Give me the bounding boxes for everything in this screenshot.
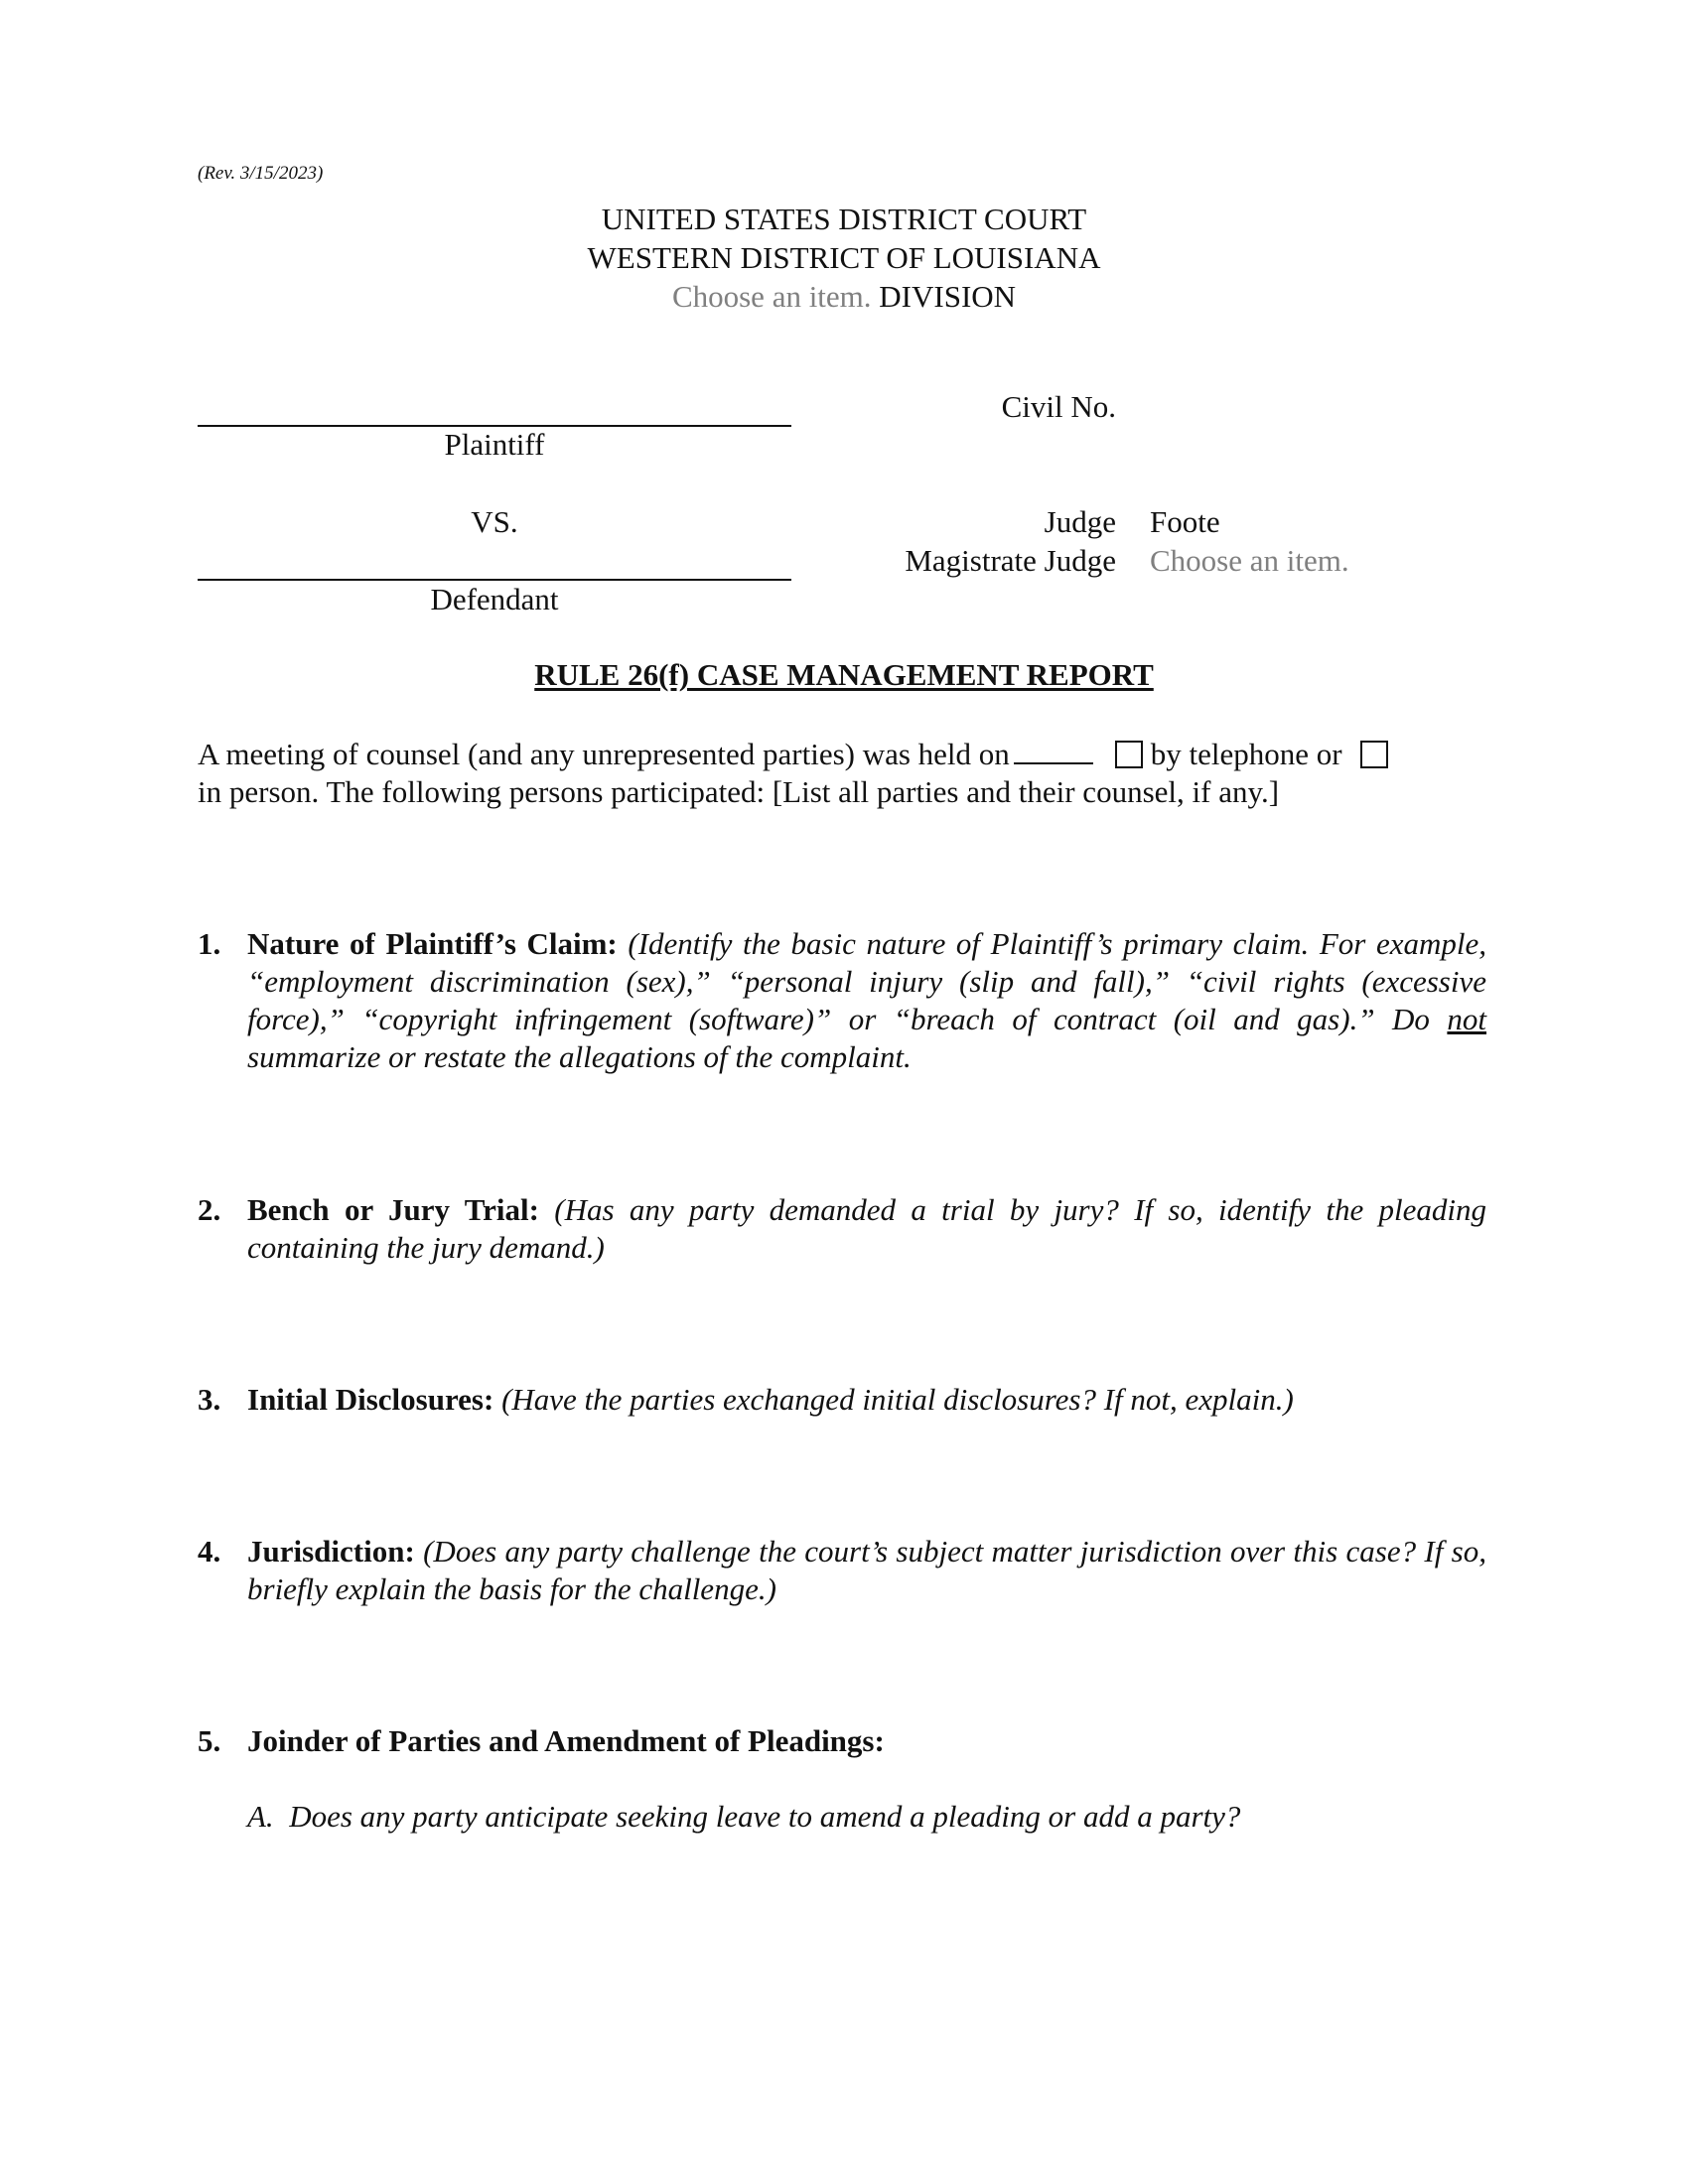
revision-date: (Rev. 3/15/2023) bbox=[198, 163, 324, 184]
item-label: Nature of Plaintiff’s Claim: bbox=[247, 926, 618, 961]
item-initial-disclosures bbox=[198, 1381, 1486, 1419]
report-title: RULE 26(f) CASE MANAGEMENT REPORT bbox=[534, 657, 1154, 692]
in-person-checkbox[interactable] bbox=[1360, 741, 1388, 768]
court-district: WESTERN DISTRICT OF LOUISIANA bbox=[587, 240, 1101, 275]
item-label: Bench or Jury Trial: bbox=[247, 1192, 539, 1227]
item-nature-of-claim bbox=[198, 925, 1486, 1076]
item-number: 3. bbox=[198, 1382, 221, 1417]
court-division bbox=[0, 277, 1688, 316]
sub-letter: A. bbox=[247, 1799, 274, 1834]
judge-label: Judge bbox=[1044, 504, 1116, 539]
court-header bbox=[0, 200, 1688, 316]
vs-label: VS. bbox=[471, 504, 518, 539]
item-joinder bbox=[198, 1722, 1486, 1760]
participants-text: in person. The following persons participated: [List all parties and their counsel, if any.] bbox=[198, 774, 1280, 809]
item-number: 2. bbox=[198, 1192, 221, 1227]
magistrate-dropdown[interactable]: Choose an item. bbox=[1150, 543, 1349, 578]
item-instruction: (Identify the basic nature of Plaintiff’s primary claim. For example, “employment discrimination (sex),” “personal injury (slip and fall),” “civil rights (excessive force),” “copyright infringement (software)” or “breach of contract (oil and gas).” Do bbox=[247, 926, 1486, 1036]
court-name: UNITED STATES DISTRICT COURT bbox=[601, 202, 1087, 236]
item-number: 4. bbox=[198, 1534, 221, 1569]
item-instruction: (Has any party demanded a trial by jury? If so, identify the pleading containing the jury demand.) bbox=[247, 1192, 1487, 1265]
meeting-text: A meeting of counsel (and any unrepresented parties) was held on bbox=[198, 737, 1010, 771]
defendant-line[interactable] bbox=[198, 579, 791, 581]
item-jurisdiction bbox=[198, 1533, 1486, 1608]
meeting-date-blank[interactable] bbox=[1014, 739, 1093, 764]
item-label: Joinder of Parties and Amendment of Pleadings: bbox=[247, 1723, 885, 1758]
item-label: Initial Disclosures: bbox=[247, 1382, 494, 1417]
item-label: Jurisdiction: bbox=[247, 1534, 415, 1569]
telephone-checkbox[interactable] bbox=[1115, 741, 1143, 768]
sub-text: Does any party anticipate seeking leave to amend a pleading or add a party? bbox=[289, 1799, 1241, 1834]
item-instruction: (Have the parties exchanged initial disclosures? If not, explain.) bbox=[501, 1382, 1294, 1417]
item-joinder-sub-a bbox=[247, 1799, 1240, 1835]
magistrate-label: Magistrate Judge bbox=[905, 543, 1116, 578]
division-label: DIVISION bbox=[879, 279, 1017, 314]
telephone-label: by telephone or bbox=[1150, 737, 1342, 771]
defendant-label: Defendant bbox=[430, 582, 559, 616]
meeting-paragraph bbox=[198, 736, 1486, 811]
civil-no-label: Civil No. bbox=[1001, 389, 1116, 424]
item-instruction: (Does any party challenge the court’s subject matter jurisdiction over this case? If so, briefly explain the basis for the challenge.) bbox=[247, 1534, 1486, 1606]
item-instruction-end: summarize or restate the allegations of the complaint. bbox=[247, 1039, 912, 1074]
plaintiff-label: Plaintiff bbox=[444, 427, 545, 462]
item-number: 5. bbox=[198, 1723, 221, 1758]
division-dropdown[interactable]: Choose an item. bbox=[671, 279, 872, 314]
item-instruction-emphasis: not bbox=[1447, 1002, 1487, 1036]
item-number: 1. bbox=[198, 926, 221, 961]
judge-value: Foote bbox=[1150, 504, 1220, 539]
item-bench-or-jury bbox=[198, 1191, 1486, 1267]
